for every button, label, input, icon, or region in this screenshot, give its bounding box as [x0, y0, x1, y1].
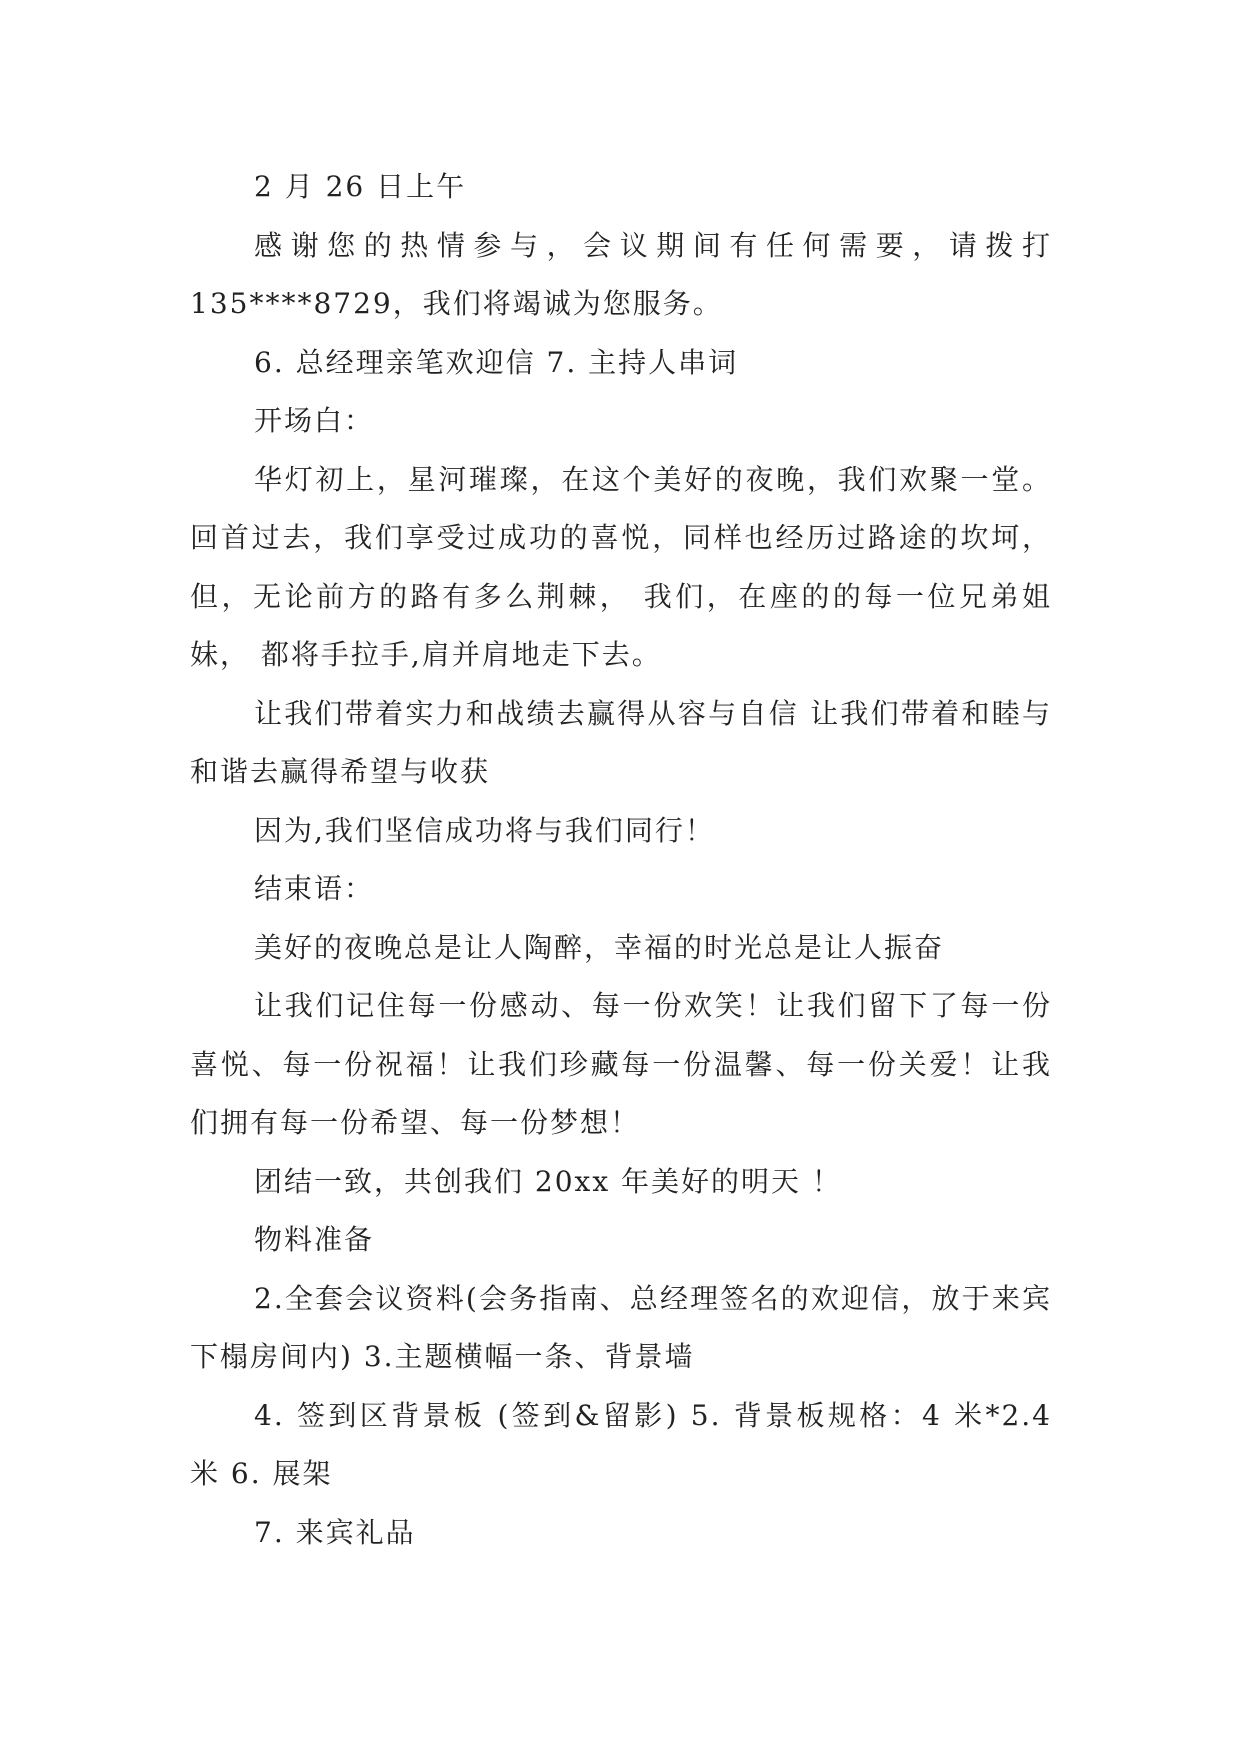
opening-paragraph-3: 因为,我们坚信成功将与我们同行！: [254, 813, 715, 847]
document-body: [190, 158, 1052, 1562]
closing-heading: 结束语：: [254, 872, 375, 905]
opening-paragraph-2: 让我们带着实力和战绩去赢得从容与自信 让我们带着和睦与和谐去赢得希望与收获: [190, 696, 1052, 788]
opening-heading: 开场白：: [254, 404, 375, 437]
closing-paragraph: 美好的夜晚总是让人陶醉，幸福的时光总是让人振奋: [254, 930, 945, 964]
closing-paragraph-2: 让我们记住每一份感动、每一份欢笑！让我们留下了每一份喜悦、每一份祝福！让我们珍藏每一份温馨、每一份关爱！让我们拥有每一份希望、每一份梦想！: [190, 989, 1052, 1139]
materials-item-3: 7. 来宾礼品: [254, 1515, 416, 1549]
materials-heading: 物料准备: [254, 1223, 375, 1256]
section-heading: 6. 总经理亲笔欢迎信 7. 主持人串词: [254, 345, 739, 379]
thanks-paragraph: 感谢您的热情参与，会议期间有任何需要，请拨打 135****8729，我们将竭诚为您服务。: [190, 228, 1052, 320]
materials-item-1: 2.全套会议资料(会务指南、总经理签名的欢迎信，放于来宾下榻房间内) 3.主题横幅一条、背景墙: [190, 1281, 1052, 1373]
materials-item-2: 4. 签到区背景板 (签到&留影) 5. 背景板规格：4 米*2.4 米 6. 展架: [190, 1398, 1052, 1490]
closing-paragraph-3: 团结一致，共创我们 20xx 年美好的明天 ！: [254, 1164, 842, 1198]
opening-paragraph: 华灯初上，星河璀璨，在这个美好的夜晚，我们欢聚一堂。 回首过去，我们享受过成功的喜悦，同样也经历过路途的坎坷， 但，无论前方的路有多么荆棘， 我们，在座的的每一位兄弟姐妹， 都将手拉手,肩并肩地走下去。: [190, 462, 1052, 671]
date-line: 2 月 26 日上午: [254, 170, 467, 203]
